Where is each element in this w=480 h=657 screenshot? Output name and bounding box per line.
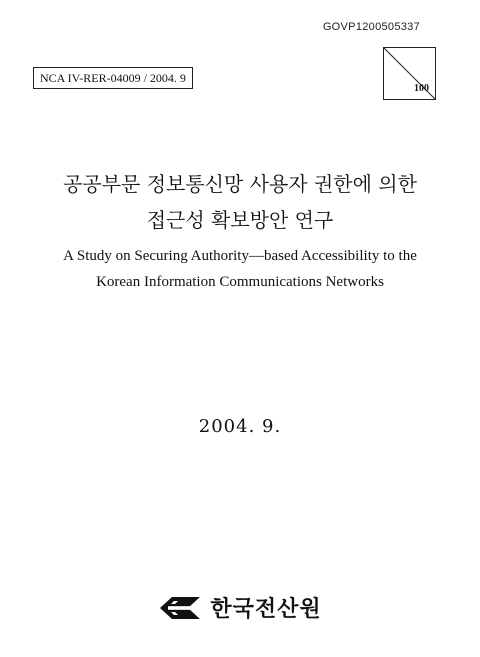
- page-number-box: [383, 47, 436, 100]
- korean-title-line-2: 접근성 확보방안 연구: [146, 208, 334, 232]
- publisher: [0, 592, 480, 623]
- report-code-box: NCA IV-RER-04009 / 2004. 9: [33, 67, 193, 89]
- publication-date: 2004. 9.: [198, 416, 282, 437]
- english-title: [0, 243, 480, 295]
- english-title-line-1: A Study on Securing Authority—based Accessibility to the: [63, 248, 417, 264]
- agency-logo-icon: [158, 595, 202, 621]
- document-id: GOVP1200505337: [322, 21, 420, 33]
- page-number: 100: [414, 83, 429, 94]
- korean-title-line-1: 공공부문 정보통신망 사용자 권한에 의한: [63, 172, 417, 196]
- korean-title: [0, 166, 480, 238]
- publisher-name: 한국전산원: [210, 597, 322, 622]
- english-title-line-2: Korean Information Communications Networks: [96, 274, 384, 290]
